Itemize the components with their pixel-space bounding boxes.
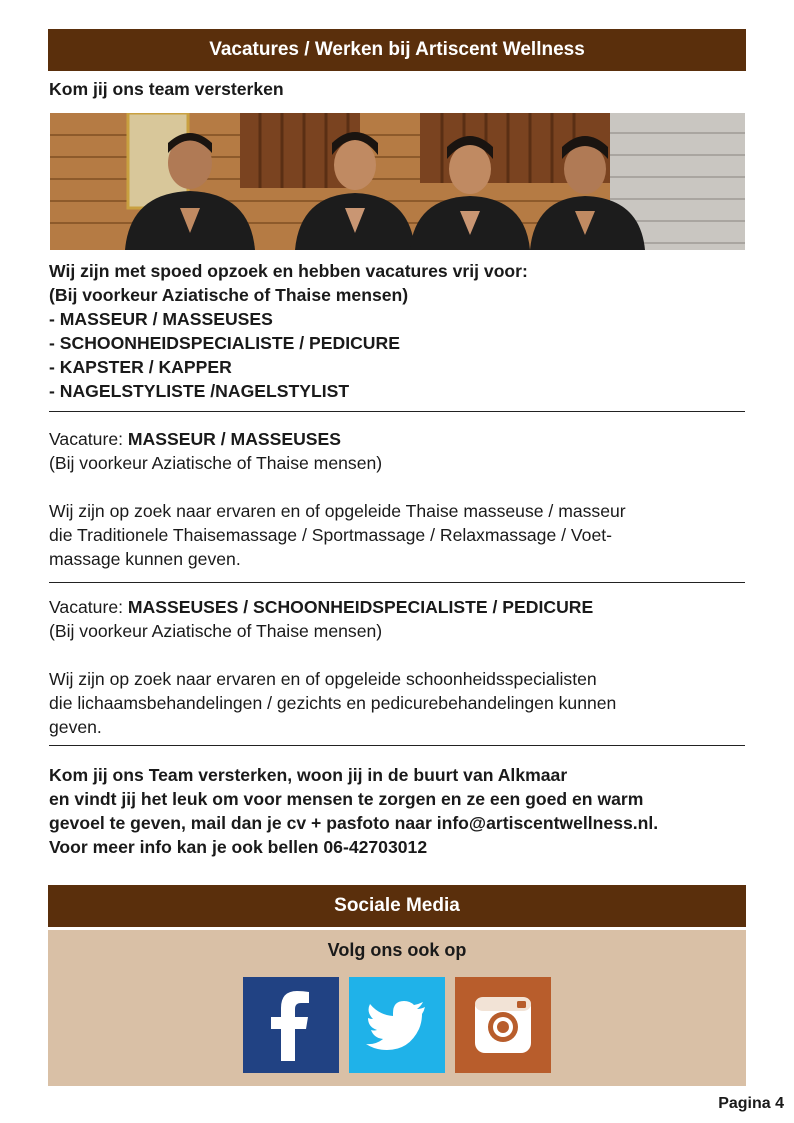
social-header-bar <box>48 885 746 927</box>
openings-item: - KAPSTER / KAPPER <box>49 357 232 377</box>
openings-item: - NAGELSTYLISTE /NAGELSTYLIST <box>49 381 350 401</box>
vacancy-1-prefix: Vacature: <box>49 429 128 449</box>
team-photo <box>50 113 745 250</box>
vacancy-1-heading <box>49 427 341 451</box>
vacancy-1-body: die Traditionele Thaisemassage / Sportmassage / Relaxmassage / Voet- <box>49 525 612 545</box>
closing-line: gevoel te geven, mail dan je cv + pasfoto naar info@artiscentwellness.nl. <box>49 813 659 833</box>
page-header-bar <box>48 29 746 71</box>
vacancy-2-body: geven. <box>49 717 102 737</box>
intro-heading: Kom jij ons team versterken <box>49 79 284 99</box>
twitter-icon[interactable] <box>349 977 445 1073</box>
vacancy-2-prefix: Vacature: <box>49 597 128 617</box>
page-title: Vacatures / Werken bij Artiscent Wellness <box>209 39 585 60</box>
instagram-icon[interactable] <box>455 977 551 1073</box>
openings-item: - MASSEUR / MASSEUSES <box>49 309 273 329</box>
page-number: Pagina 4 <box>718 1095 784 1112</box>
openings-note: (Bij voorkeur Aziatische of Thaise mensen) <box>49 285 409 305</box>
closing-line: Voor meer info kan je ook bellen 06-42703012 <box>49 837 428 857</box>
vacancy-2-note: (Bij voorkeur Aziatische of Thaise mensen) <box>49 621 383 641</box>
vacancy-1-body: Wij zijn op zoek naar ervaren en of opgeleide Thaise masseuse / masseur <box>49 501 626 521</box>
vacancy-2-title: MASSEUSES / SCHOONHEIDSPECIALISTE / PEDICURE <box>127 597 594 617</box>
openings-item: - SCHOONHEIDSPECIALISTE / PEDICURE <box>49 333 400 353</box>
closing-line: Kom jij ons Team versterken, woon jij in de buurt van Alkmaar <box>49 765 568 785</box>
openings-lead: Wij zijn met spoed opzoek en hebben vacatures vrij voor: <box>49 261 528 281</box>
vacancy-2-body: Wij zijn op zoek naar ervaren en of opgeleide schoonheidsspecialisten <box>49 669 597 689</box>
divider <box>49 411 745 412</box>
vacancy-2-heading <box>49 595 593 619</box>
social-title: Sociale Media <box>334 895 460 916</box>
vacancy-1-note: (Bij voorkeur Aziatische of Thaise mensen) <box>49 453 383 473</box>
divider <box>49 745 745 746</box>
divider <box>49 582 745 583</box>
vacancy-2-body: die lichaamsbehandelingen / gezichts en pedicurebehandelingen kunnen <box>49 693 617 713</box>
facebook-icon[interactable] <box>243 977 339 1073</box>
social-subtitle: Volg ons ook op <box>327 940 467 960</box>
vacancy-1-body: massage kunnen geven. <box>49 549 241 569</box>
closing-line: en vindt jij het leuk om voor mensen te zorgen en ze een goed en warm <box>49 789 644 809</box>
vacancy-1-title: MASSEUR / MASSEUSES <box>127 429 342 449</box>
